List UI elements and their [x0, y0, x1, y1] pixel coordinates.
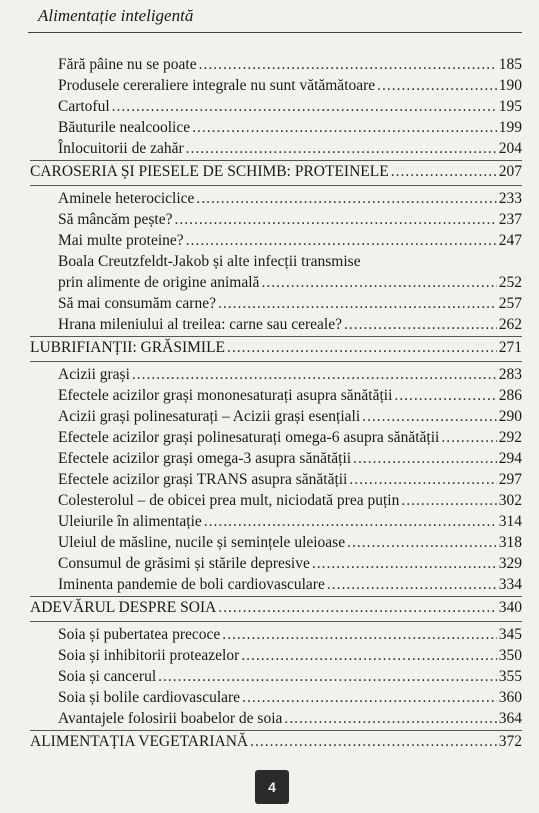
page-number: 4 — [268, 779, 276, 795]
toc-entry: Consumul de grăsimi și stările depresive ..... 329 — [58, 555, 522, 573]
toc-entry: Să mai consumăm carne? ..... 257 — [58, 295, 522, 313]
toc-entry: Efectele acizilor grași omega-3 asupra sănătății ..... 294 — [58, 450, 522, 468]
toc-entry: prin alimente de origine animală ..... 252 — [58, 274, 522, 292]
section-divider — [30, 730, 522, 731]
toc-entry: Efectele acizilor grași polinesaturați omega-6 asupra sănătății ..... 292 — [58, 429, 522, 447]
page-number-badge — [255, 770, 289, 804]
toc-section-heading: ADEVĂRUL DESPRE SOIA ..... 340 — [30, 599, 522, 617]
toc-entry: Soia și cancerul ..... 355 — [58, 668, 522, 686]
section-divider — [30, 160, 522, 161]
toc-entry: Fără pâine nu se poate ..... 185 — [58, 56, 522, 74]
section-divider — [30, 185, 522, 186]
section-divider — [30, 361, 522, 362]
toc-entry: Soia și bolile cardiovasculare ..... 360 — [58, 689, 522, 707]
toc-entry: Boala Creutzfeldt-Jakob și alte infecții transmise — [58, 253, 361, 270]
section-divider — [30, 596, 522, 597]
header-rule — [28, 32, 522, 33]
toc-entry: Uleiurile în alimentație ..... 314 — [58, 513, 522, 531]
toc-section-heading: LUBRIFIANȚII: GRĂSIMILE ..... 271 — [30, 339, 522, 357]
toc-entry: Acizii grași polinesaturați – Acizii grași esențiali ..... 290 — [58, 408, 522, 426]
toc-entry: Soia și pubertatea precoce ..... 345 — [58, 626, 522, 644]
toc-entry: Uleiul de măsline, nucile și semințele uleioase ..... 318 — [58, 534, 522, 552]
toc-entry: Mai multe proteine? ..... 247 — [58, 232, 522, 250]
toc-entry: Cartoful ..... 195 — [58, 98, 522, 116]
toc-entry: Colesterolul – de obicei prea mult, niciodată prea puțin ..... 302 — [58, 492, 522, 510]
toc-entry: Soia și inhibitorii proteazelor ..... 350 — [58, 647, 522, 665]
section-divider — [30, 621, 522, 622]
toc-entry: Băuturile nealcoolice ..... 199 — [58, 119, 522, 137]
toc-entry: Produsele cereraliere integrale nu sunt vătămătoare ..... 190 — [58, 77, 522, 95]
toc-entry: Înlocuitorii de zahăr ..... 204 — [58, 140, 522, 158]
toc-entry: Efectele acizilor grași TRANS asupra sănătății ..... 297 — [58, 471, 522, 489]
running-header: Alimentație inteligentă — [38, 6, 194, 25]
section-divider — [30, 336, 522, 337]
toc-entry: Iminenta pandemie de boli cardiovasculare ..... 334 — [58, 576, 522, 594]
toc-section-heading: ALIMENTAȚIA VEGETARIANĂ ..... 372 — [30, 733, 522, 751]
toc-entry: Acizii grași ..... 283 — [58, 366, 522, 384]
toc-entry: Aminele heterociclice ..... 233 — [58, 190, 522, 208]
toc-section-heading: CAROSERIA ȘI PIESELE DE SCHIMB: PROTEINELE ..... 207 — [30, 163, 522, 181]
toc-entry: Să mâncăm pește? ..... 237 — [58, 211, 522, 229]
toc-entry: Avantajele folosirii boabelor de soia ..... 364 — [58, 710, 522, 728]
toc-entry: Efectele acizilor grași mononesaturați asupra sănătății ..... 286 — [58, 387, 522, 405]
toc-entry: Hrana mileniului al treilea: carne sau cereale? ..... 262 — [58, 316, 522, 334]
